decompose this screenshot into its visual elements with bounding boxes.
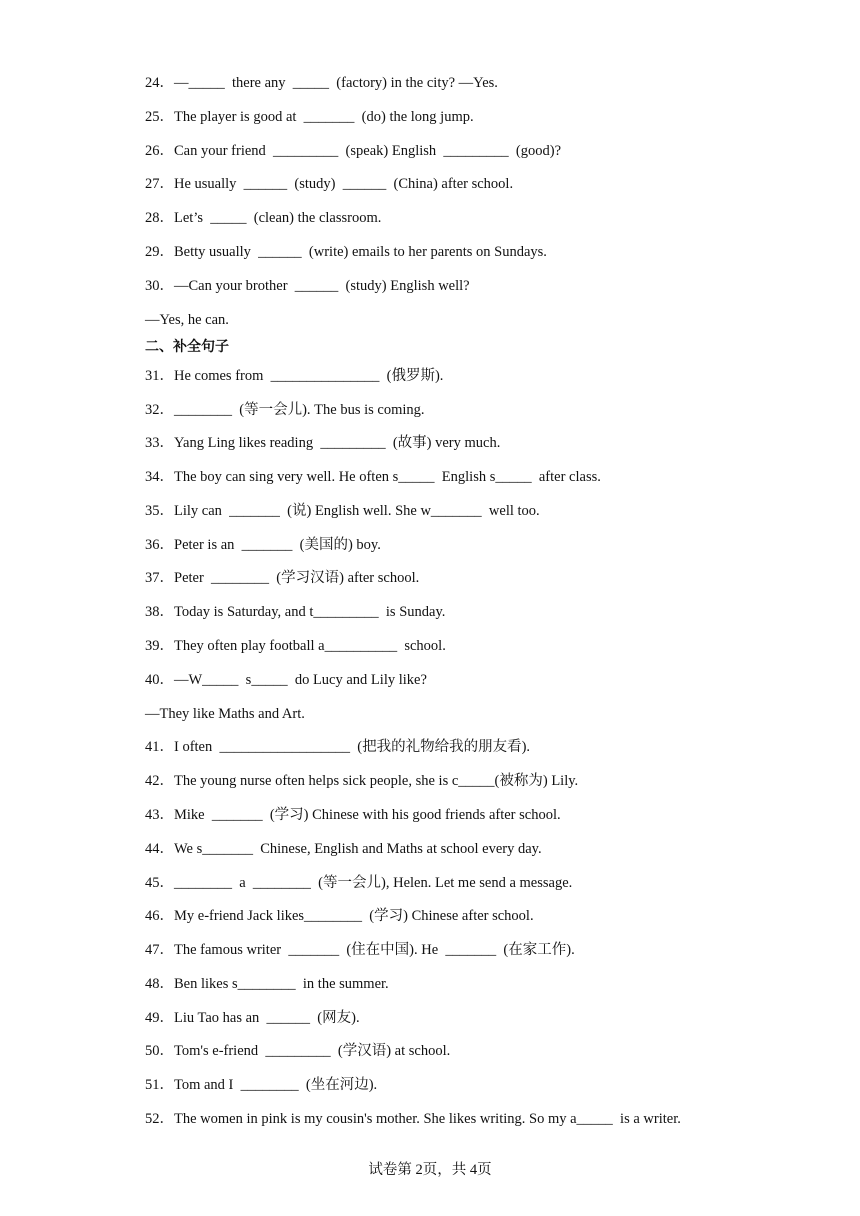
question-47: 47．The famous writer _______ (住在中国). He _______ (在家工作). xyxy=(145,942,575,958)
question-30: 30．—Can your brother ______ (study) English well? xyxy=(145,278,470,294)
question-32: 32．________ (等一会儿). The bus is coming. xyxy=(145,402,425,418)
question-24: 24．—_____ there any _____ (factory) in the city? —Yes. xyxy=(145,75,498,91)
question-31: 31．He comes from _______________ (俄罗斯). xyxy=(145,368,444,384)
question-43: 43．Mike _______ (学习) Chinese with his good friends after school. xyxy=(145,807,561,823)
question-44: 44．We s_______ Chinese, English and Maths at school every day. xyxy=(145,841,542,857)
question-29: 29．Betty usually ______ (write) emails to her parents on Sundays. xyxy=(145,244,547,260)
question-26: 26．Can your friend _________ (speak) English _________ (good)? xyxy=(145,143,562,159)
question-37: 37．Peter ________ (学习汉语) after school. xyxy=(145,570,420,586)
question-51: 51．Tom and I ________ (坐在河边). xyxy=(145,1077,378,1093)
question-46: 46．My e-friend Jack likes________ (学习) Chinese after school. xyxy=(145,908,534,924)
question-36: 36．Peter is an _______ (美国的) boy. xyxy=(145,537,381,553)
question-30-answer: —Yes, he can. xyxy=(145,312,229,328)
question-42: 42．The young nurse often helps sick people, she is c_____(被称为) Lily. xyxy=(145,773,579,789)
question-40: 40．—W_____ s_____ do Lucy and Lily like? xyxy=(145,672,427,688)
question-38: 38．Today is Saturday, and t_________ is Sunday. xyxy=(145,604,446,620)
question-40-answer: —They like Maths and Art. xyxy=(145,706,305,722)
question-34: 34．The boy can sing very well. He often s_____ English s_____ after class. xyxy=(145,469,601,485)
question-48: 48．Ben likes s________ in the summer. xyxy=(145,976,389,992)
question-28: 28．Let’s _____ (clean) the classroom. xyxy=(145,210,382,226)
question-39: 39．They often play football a__________ school. xyxy=(145,638,446,654)
question-33: 33．Yang Ling likes reading _________ (故事) very much. xyxy=(145,435,501,451)
section-heading: 二、补全句子 xyxy=(145,339,229,355)
question-25: 25．The player is good at _______ (do) the long jump. xyxy=(145,109,474,125)
question-45: 45．________ a ________ (等一会儿), Helen. Let me send a message. xyxy=(145,875,573,891)
question-49: 49．Liu Tao has an ______ (网友). xyxy=(145,1010,360,1026)
question-52: 52．The women in pink is my cousin's mother. She likes writing. So my a_____ is a writer. xyxy=(145,1111,681,1127)
page-footer: 试卷第 2页，共 4页 xyxy=(368,1162,492,1178)
question-35: 35．Lily can _______ (说) English well. She w_______ well too. xyxy=(145,503,540,519)
question-27: 27．He usually ______ (study) ______ (China) after school. xyxy=(145,176,514,192)
question-50: 50．Tom's e-friend _________ (学汉语) at school. xyxy=(145,1043,451,1059)
question-41: 41．I often __________________ (把我的礼物给我的朋友看). xyxy=(145,739,531,755)
